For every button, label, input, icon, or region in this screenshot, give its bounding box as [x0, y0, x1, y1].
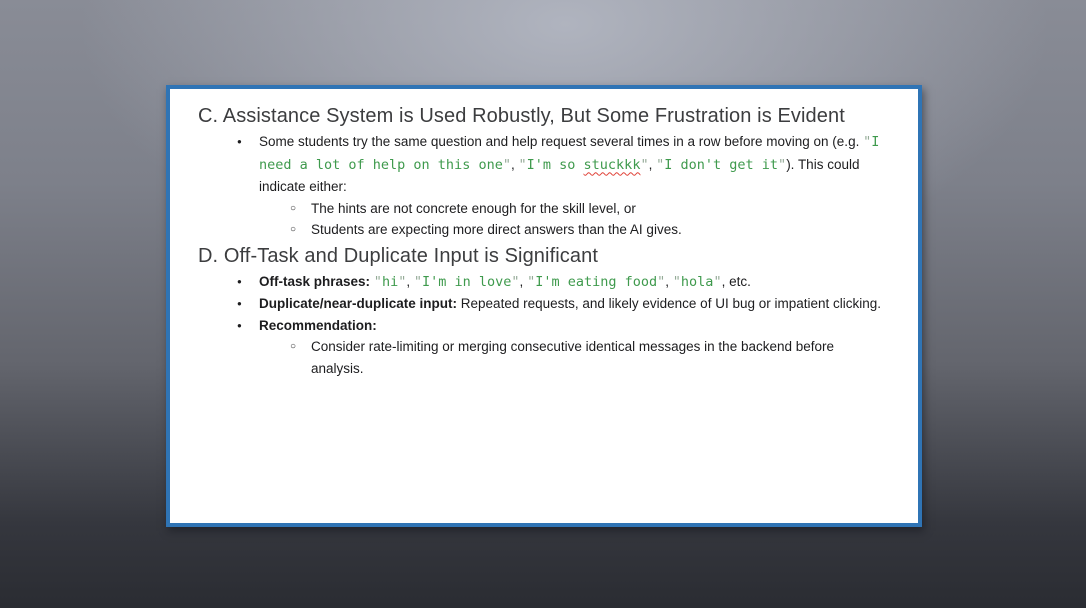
bullet-hollow-icon: ○ — [290, 341, 297, 352]
text-run: Recommendation: — [259, 317, 377, 333]
list-item — [198, 293, 890, 315]
text-run: I'm in love — [422, 273, 512, 290]
text-run: " — [373, 273, 382, 290]
text-run: stuckkk — [583, 156, 641, 173]
bullet-filled-icon: ● — [237, 276, 242, 286]
slide-card — [166, 85, 922, 527]
text-run: " — [518, 156, 527, 173]
text-run: " — [502, 156, 511, 173]
bullet-hollow-icon: ○ — [290, 224, 297, 235]
text-run: " — [511, 273, 520, 290]
bullet-filled-icon: ● — [237, 299, 242, 308]
text-run: Off-task phrases: — [259, 273, 374, 289]
text-run: " — [672, 273, 681, 290]
list-item-text — [311, 219, 890, 241]
text-run: The hints are not concrete enough for the skill level, or — [311, 200, 636, 216]
text-run: Some students try the same question and help request several times in a row before moving on (e.g. — [259, 134, 864, 149]
text-run: Students are expecting more direct answers than the AI gives. — [311, 222, 682, 237]
list-item — [198, 219, 890, 241]
section-c-list — [198, 131, 890, 241]
bullet-hollow-icon: ○ — [290, 202, 297, 214]
list-item-text — [311, 336, 890, 379]
section-c-heading: C. Assistance System is Used Robustly, But Some Frustration is Evident — [198, 105, 845, 127]
section-d-heading: D. Off-Task and Duplicate Input is Significant — [198, 244, 598, 267]
list-item-text — [259, 293, 890, 315]
section-d — [198, 241, 890, 380]
list-item — [198, 198, 890, 220]
section-d-list — [198, 271, 890, 380]
list-item-text — [259, 315, 890, 337]
text-run: " — [527, 273, 536, 290]
bullet-filled-icon: ● — [237, 320, 242, 330]
text-run: , etc. — [721, 273, 751, 289]
text-run: Duplicate/near-duplicate input: — [259, 296, 458, 311]
text-run: , — [665, 273, 673, 289]
text-run: " — [640, 156, 649, 173]
text-run: I'm so — [526, 156, 584, 173]
text-run: " — [657, 273, 666, 290]
text-run: , — [510, 156, 519, 172]
list-item-text — [259, 271, 890, 294]
list-item — [198, 336, 890, 379]
list-item — [198, 271, 890, 294]
text-run: ). This could indicate either: — [259, 156, 860, 194]
text-run: I need a lot of help on this one — [259, 134, 880, 173]
text-run: " — [713, 273, 722, 290]
list-item — [198, 315, 890, 337]
text-run: , — [648, 156, 657, 172]
bullet-filled-icon: ● — [237, 137, 242, 146]
text-run: hi — [381, 273, 399, 290]
text-run: " — [413, 273, 422, 290]
text-run: , — [519, 273, 528, 289]
text-run: Consider rate-limiting or merging consecutive identical messages in the backend before analysis. — [311, 339, 835, 376]
list-item-text — [259, 131, 890, 198]
text-run: hola — [680, 273, 714, 290]
text-run: , — [406, 273, 414, 289]
list-item-text — [311, 198, 890, 220]
text-run: I'm eating food — [535, 273, 658, 290]
list-item — [198, 131, 890, 198]
text-run: " — [863, 134, 872, 150]
section-c — [198, 101, 890, 241]
text-run: " — [656, 156, 665, 173]
text-run: Repeated requests, and likely evidence of UI bug or impatient clicking. — [457, 296, 882, 311]
text-run: " — [398, 273, 407, 290]
text-run: " — [778, 156, 787, 173]
text-run: I don't get it — [664, 156, 779, 173]
